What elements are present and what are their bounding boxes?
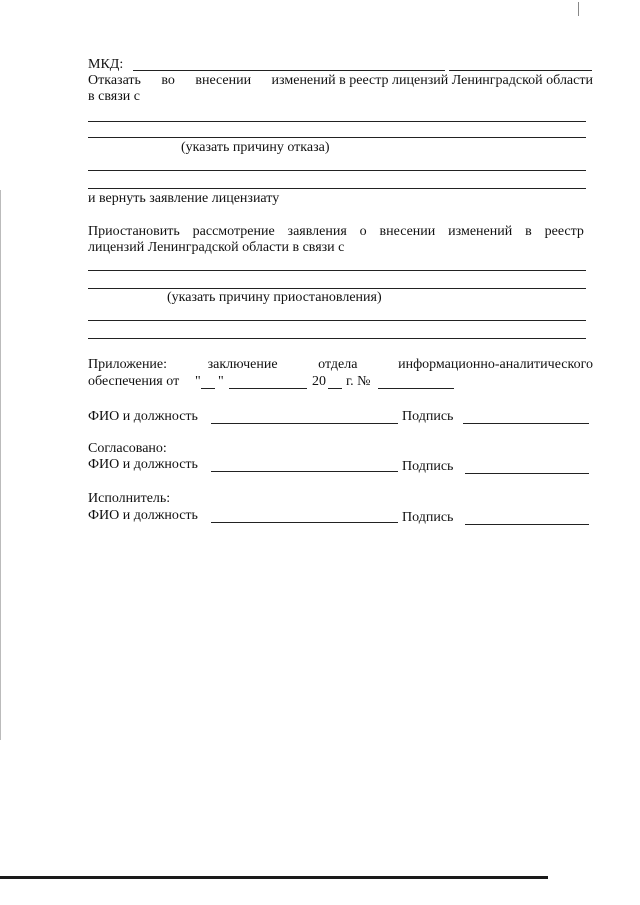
refuse-word-3: внесении (195, 73, 252, 88)
attachment-month-field[interactable] (229, 388, 307, 389)
suspend-reason-line-2[interactable] (88, 288, 586, 289)
suspend-word-5: внесении (379, 224, 436, 239)
suspend-word-2: рассмотрение (192, 224, 275, 239)
attachment-line-1 (88, 357, 593, 373)
signature-label-2: Подпись (402, 459, 454, 474)
attachment-word-2: заключение (207, 357, 278, 372)
suspend-line-2: лицензий Ленинградской области в связи с (88, 240, 345, 255)
refuse-return-text: и вернуть заявление лицензиату (88, 191, 280, 206)
mkd-label: МКД: (88, 57, 124, 72)
refuse-line-1 (88, 73, 593, 89)
suspend-reason-line-1[interactable] (88, 270, 586, 271)
mkd-field-line[interactable] (133, 70, 445, 71)
suspend-reason-line-3[interactable] (88, 320, 586, 321)
fio-label-2: ФИО и должность (88, 457, 198, 472)
suspend-word-3: заявления (287, 224, 347, 239)
signature-label-3: Подпись (402, 510, 454, 525)
refuse-reason-line-1[interactable] (88, 121, 586, 122)
attachment-line-2-prefix: обеспечения от (88, 374, 180, 389)
suspend-reason-hint: (указать причину приостановления) (167, 290, 382, 305)
suspend-reason-line-4[interactable] (88, 338, 586, 339)
suspend-word-6: изменений (448, 224, 513, 239)
refuse-word-2: во (161, 73, 175, 88)
suspend-line-1 (88, 224, 584, 240)
executor-label: Исполнитель: (88, 491, 171, 506)
refuse-reason-line-2[interactable] (88, 137, 586, 138)
suspend-word-1: Приостановить (88, 224, 180, 239)
agreed-label: Согласовано: (88, 441, 167, 456)
attachment-quote-close: " (218, 374, 224, 389)
suspend-word-7: в (525, 224, 532, 239)
signature-label-1: Подпись (402, 409, 454, 424)
attachment-day-field[interactable] (201, 388, 215, 389)
scan-left-edge (0, 190, 1, 740)
attachment-year-suffix: г. № (346, 374, 371, 389)
attachment-year-prefix: 20 (312, 374, 326, 389)
fio-field-3[interactable] (211, 522, 398, 523)
attachment-word-4: информационно-аналитического (398, 357, 593, 372)
signature-field-2[interactable] (465, 473, 589, 474)
attachment-number-field[interactable] (378, 388, 454, 389)
suspend-word-8: реестр (544, 224, 584, 239)
mkd-field-line-2[interactable] (449, 70, 592, 71)
attachment-year-field[interactable] (328, 388, 342, 389)
fio-label-1: ФИО и должность (88, 409, 198, 424)
attachment-word-3: отдела (318, 357, 358, 372)
fio-field-1[interactable] (211, 423, 398, 424)
signature-field-3[interactable] (465, 524, 589, 525)
suspend-word-4: о (359, 224, 367, 239)
fio-field-2[interactable] (211, 471, 398, 472)
refuse-reason-hint: (указать причину отказа) (181, 140, 330, 155)
refuse-reason-line-4[interactable] (88, 188, 586, 189)
attachment-word-1: Приложение: (88, 357, 168, 372)
signature-field-1[interactable] (463, 423, 589, 424)
refuse-reason-line-3[interactable] (88, 170, 586, 171)
scan-mark (578, 2, 579, 16)
refuse-word-4: изменений в реестр лицензий Ленинградской области (271, 73, 593, 88)
attachment-quote-open: " (195, 374, 201, 389)
refuse-line-2: в связи с (88, 89, 140, 104)
fio-label-3: ФИО и должность (88, 508, 198, 523)
refuse-word-1: Отказать (88, 73, 141, 88)
scan-bottom-edge (0, 876, 548, 879)
